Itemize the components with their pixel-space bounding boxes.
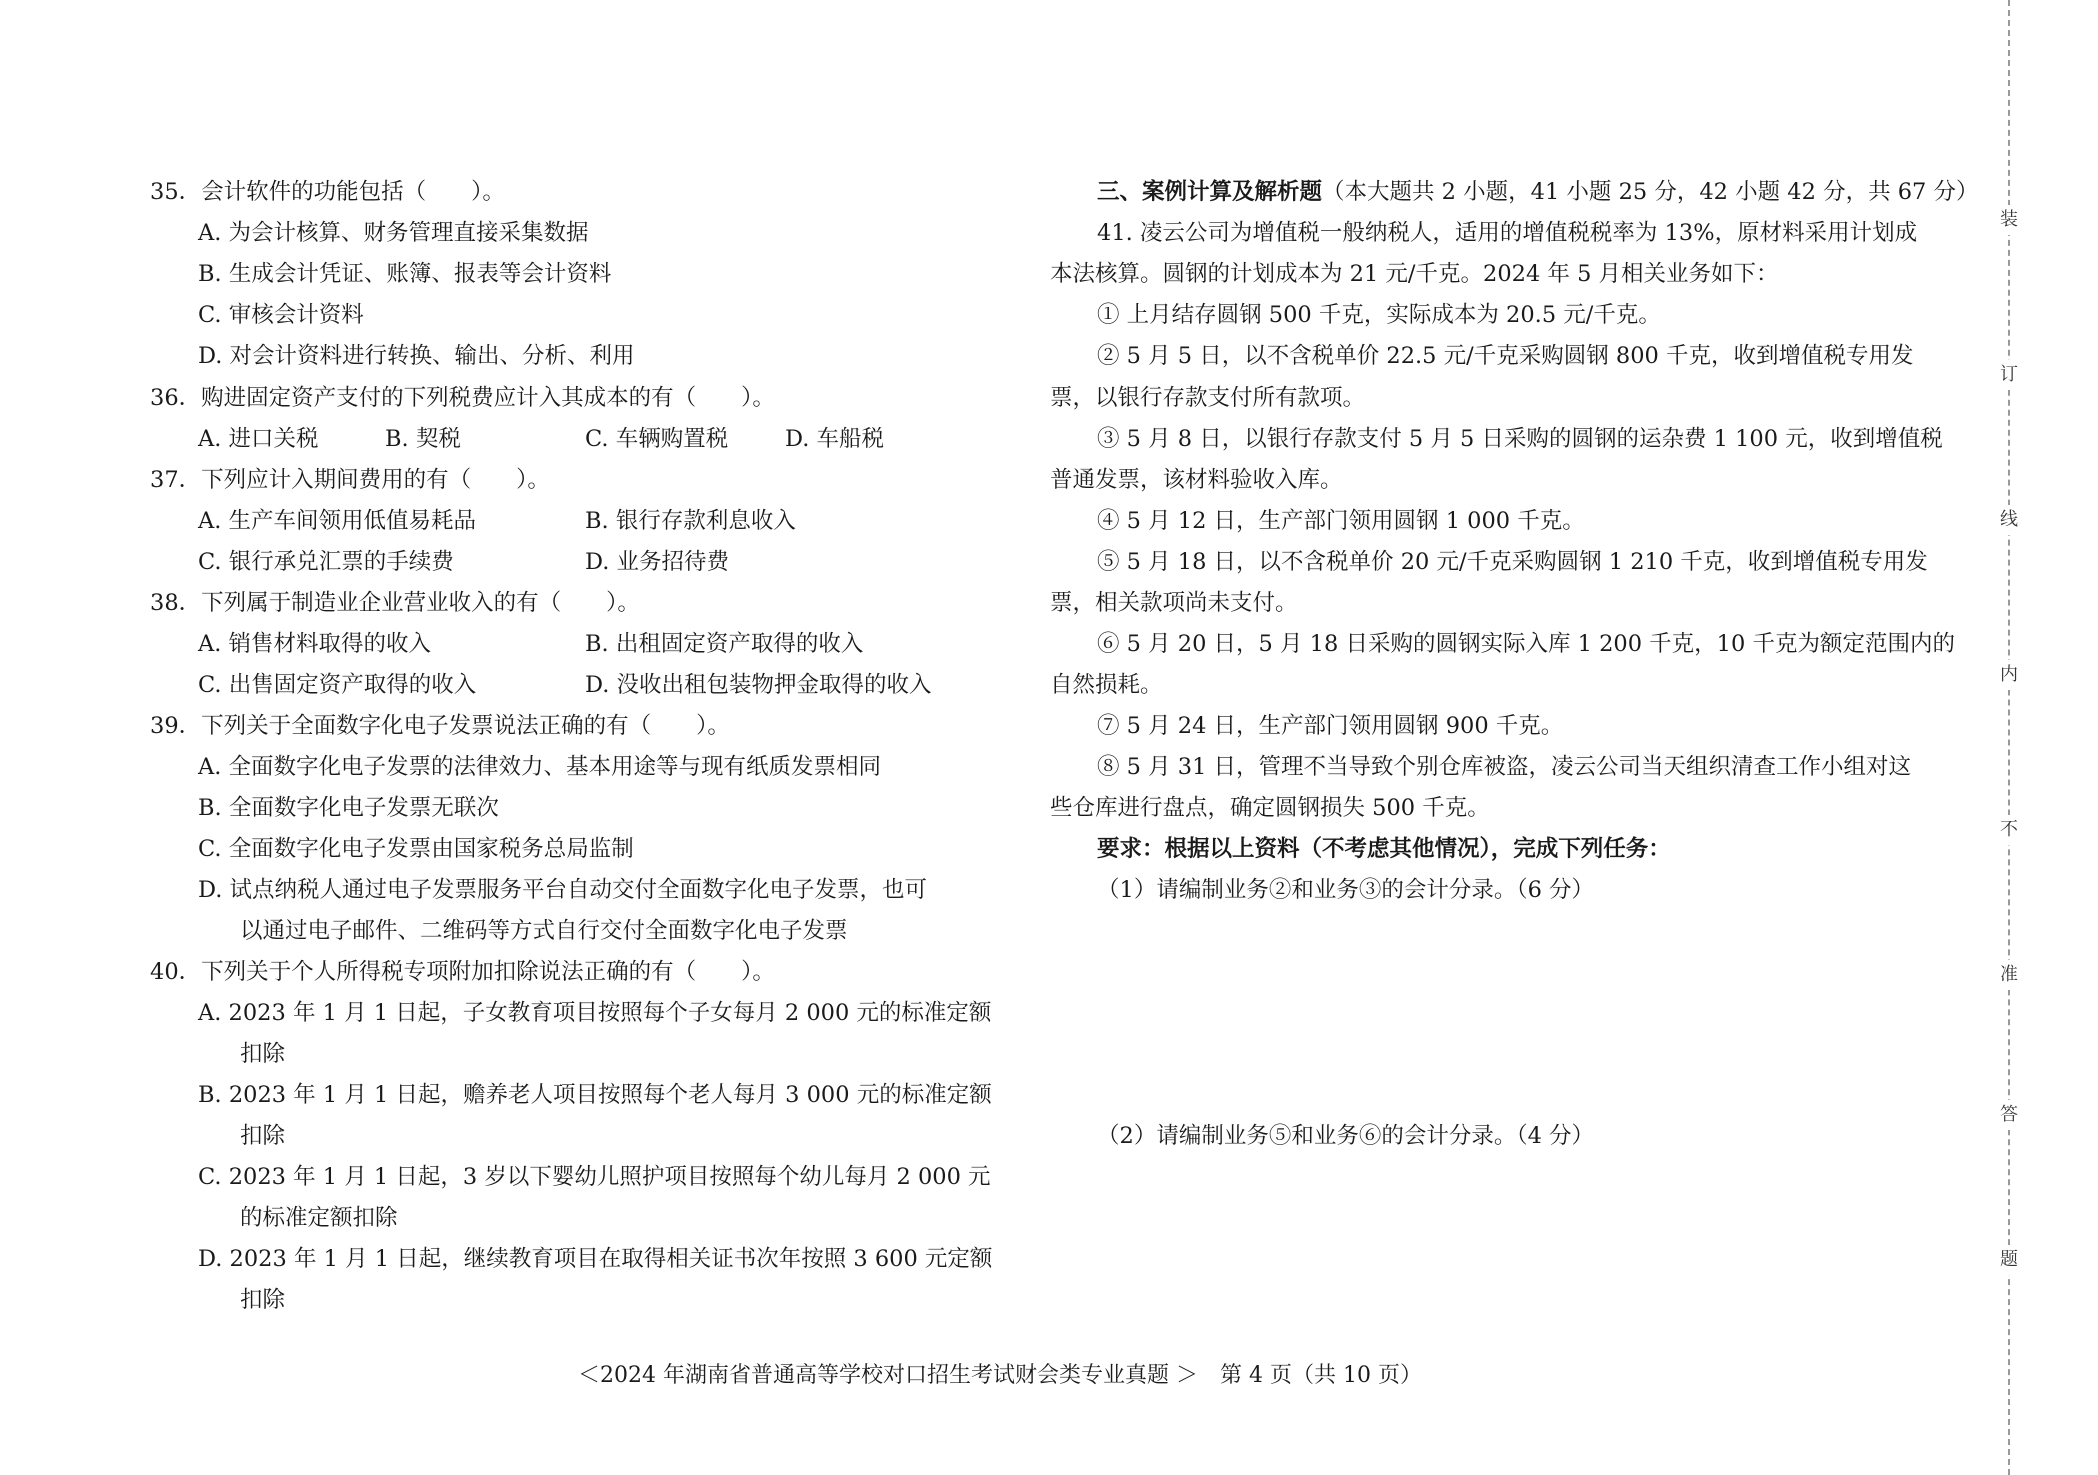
binding-char-8: 题 [1998,1245,2020,1275]
q41-item-4: ④ 5 月 12 日，生产部门领用圆钢 1 000 千克。 [1097,508,1585,534]
q40-option-d: D. 2023 年 1 月 1 日起，继续教育项目在取得相关证书次年按照 3 600 元定额 [198,1246,993,1272]
q39-stem: 39．下列关于全面数字化电子发票说法正确的有（ ）。 [150,713,730,739]
q41-item-5: ⑤ 5 月 18 日，以不含税单价 20 元/千克采购圆钢 1 210 千克，收到增值税专用发 [1097,549,1928,575]
page-footer: ＜2024 年湖南省普通高等学校对口招生考试财会类专业真题 ＞ 第 4 页（共 10 页） [578,1363,1422,1388]
q40-option-a-cont: 扣除 [240,1041,286,1067]
q40-option-b-cont: 扣除 [240,1123,286,1149]
q39-option-d: D. 试点纳税人通过电子发票服务平台自动交付全面数字化电子发票，也可 [198,877,928,903]
q40-option-a: A. 2023 年 1 月 1 日起，子女教育项目按照每个子女每月 2 000 元的标准定额 [198,1000,992,1026]
q35-option-d: D. 对会计资料进行转换、输出、分析、利用 [198,343,635,369]
q35-option-b: B. 生成会计凭证、账簿、报表等会计资料 [198,261,612,287]
q41-item-7: ⑦ 5 月 24 日，生产部门领用圆钢 900 千克。 [1097,713,1564,739]
q36-option-c: C. 车辆购置税 [585,426,729,452]
requirement: 要求：根据以上资料（不考虑其他情况），完成下列任务： [1097,836,1671,862]
q41-item-8: ⑧ 5 月 31 日，管理不当导致个别仓库被盗，凌云公司当天组织清查工作小组对这 [1097,754,1912,780]
q36-option-b: B. 契税 [385,426,461,452]
q41-line-1: 41. 凌云公司为增值税一般纳税人，适用的增值税税率为 13%，原材料采用计划成 [1097,220,1918,246]
q41-item-5-cont: 票，相关款项尚未支付。 [1050,590,1298,616]
q40-option-d-cont: 扣除 [240,1287,286,1313]
q36-option-a: A. 进口关税 [198,426,319,452]
q38-stem: 38．下列属于制造业企业营业收入的有（ ）。 [150,590,640,616]
q41-item-2-cont: 票，以银行存款支付所有款项。 [1050,385,1366,411]
binding-char-7: 答 [1998,1100,2020,1130]
binding-char-6: 准 [1998,960,2020,990]
q35-option-a: A. 为会计核算、财务管理直接采集数据 [198,220,589,246]
binding-char-5: 不 [1998,815,2020,845]
q38-option-c: C. 出售固定资产取得的收入 [198,672,477,698]
q38-option-a: A. 销售材料取得的收入 [198,631,432,657]
q37-stem: 37．下列应计入期间费用的有（ ）。 [150,467,550,493]
section-note: （本大题共 2 小题，41 小题 25 分，42 小题 42 分，共 67 分） [1322,179,1979,205]
binding-char-1: 装 [1998,205,2020,235]
q35-stem: 35．会计软件的功能包括（ ）。 [150,179,505,205]
q37-option-c: C. 银行承兑汇票的手续费 [198,549,454,575]
task-1: （1）请编制业务②和业务③的会计分录。（6 分） [1097,877,1595,903]
q36-option-d: D. 车船税 [785,426,885,452]
q41-item-1: ① 上月结存圆钢 500 千克，实际成本为 20.5 元/千克。 [1097,302,1661,328]
q41-line-2: 本法核算。圆钢的计划成本为 21 元/千克。2024 年 5 月相关业务如下： [1050,261,1779,287]
q35-option-c: C. 审核会计资料 [198,302,364,328]
q39-option-b: B. 全面数字化电子发票无联次 [198,795,499,821]
q37-option-a: A. 生产车间领用低值易耗品 [198,508,477,534]
binding-char-4: 内 [1998,660,2020,690]
q40-option-c-cont: 的标准定额扣除 [240,1205,398,1231]
q39-option-a: A. 全面数字化电子发票的法律效力、基本用途等与现有纸质发票相同 [198,754,882,780]
q41-item-2: ② 5 月 5 日，以不含税单价 22.5 元/千克采购圆钢 800 千克，收到增值税专用发 [1097,343,1914,369]
q36-stem: 36．购进固定资产支付的下列税费应计入其成本的有（ ）。 [150,385,775,411]
q38-option-b: B. 出租固定资产取得的收入 [585,631,864,657]
q40-option-b: B. 2023 年 1 月 1 日起，赡养老人项目按照每个老人每月 3 000 元的标准定额 [198,1082,992,1108]
section-heading: 三、案例计算及解析题 [1097,179,1323,205]
q41-item-6: ⑥ 5 月 20 日，5 月 18 日采购的圆钢实际入库 1 200 千克，10 千克为额定范围内的 [1097,631,1955,657]
q41-item-3: ③ 5 月 8 日，以银行存款支付 5 月 5 日采购的圆钢的运杂费 1 100 元，收到增值税 [1097,426,1943,452]
binding-char-2: 订 [1998,360,2020,390]
q41-item-8-cont: 些仓库进行盘点，确定圆钢损失 500 千克。 [1050,795,1490,821]
q41-item-6-cont: 自然损耗。 [1050,672,1163,698]
binding-char-3: 线 [1998,505,2020,535]
q41-item-3-cont: 普通发票，该材料验收入库。 [1050,467,1343,493]
q39-option-d-cont: 以通过电子邮件、二维码等方式自行交付全面数字化电子发票 [240,918,848,944]
q39-option-c: C. 全面数字化电子发票由国家税务总局监制 [198,836,634,862]
task-2: （2）请编制业务⑤和业务⑥的会计分录。（4 分） [1097,1123,1595,1149]
q37-option-b: B. 银行存款利息收入 [585,508,796,534]
q40-stem: 40．下列关于个人所得税专项附加扣除说法正确的有（ ）。 [150,959,775,985]
section-title [1097,178,1979,206]
q37-option-d: D. 业务招待费 [585,549,730,575]
q40-option-c: C. 2023 年 1 月 1 日起，3 岁以下婴幼儿照护项目按照每个幼儿每月 2 000 元 [198,1164,991,1190]
q38-option-d: D. 没收出租包装物押金取得的收入 [585,672,932,698]
